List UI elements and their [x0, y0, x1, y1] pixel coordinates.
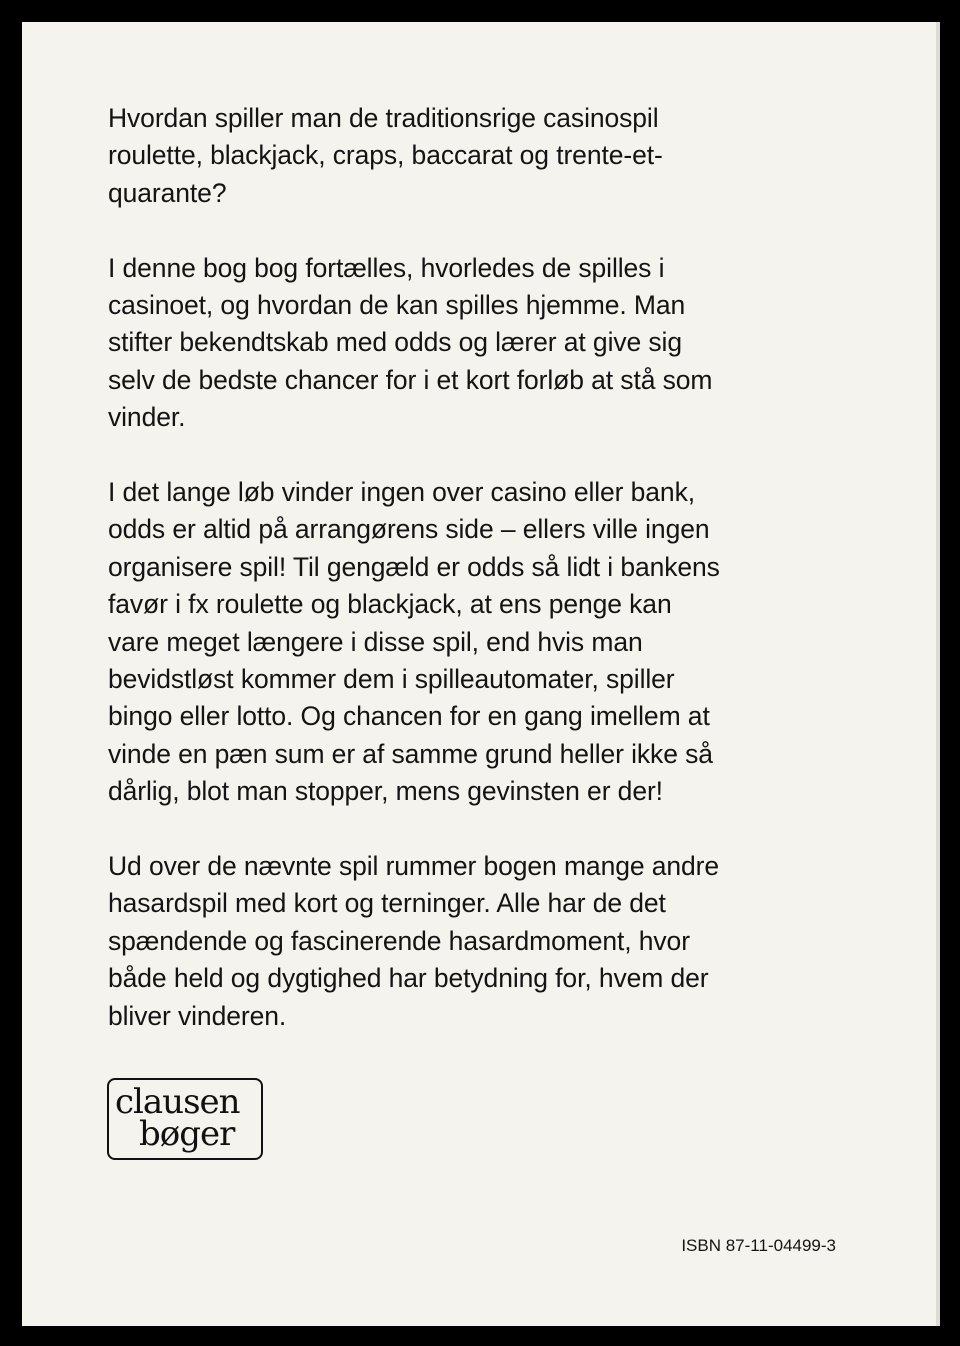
text-line: I det lange løb vinder ingen over casino eller bank,: [108, 477, 695, 508]
text-line: odds er altid på arrangørens side – ellers ville ingen: [108, 514, 710, 545]
text-line: vare meget længere i disse spil, end hvis man: [108, 626, 643, 657]
paragraph-2: [108, 250, 808, 437]
paragraph-4: [108, 848, 808, 1035]
text-line: dårlig, blot man stopper, mens gevinsten er der!: [108, 776, 663, 807]
text-line: roulette, blackjack, craps, baccarat og trente-et-: [108, 140, 663, 171]
back-cover: [22, 22, 940, 1326]
text-line: både held og dygtighed har betydning for, hvem der: [108, 963, 709, 994]
text-line: quarante?: [108, 177, 227, 208]
text-line: stifter bekendtskab med odds og lærer at give sig: [108, 327, 682, 358]
publisher-logo: [107, 1078, 263, 1160]
text-line: vinder.: [108, 402, 186, 433]
text-line: hasardspil med kort og terninger. Alle har de det: [108, 888, 666, 919]
text-line: Hvordan spiller man de traditionsrige casinospil: [108, 103, 659, 133]
text-line: vinde en pæn sum er af samme grund heller ikke så: [108, 738, 713, 769]
paragraph-1: [108, 100, 808, 212]
text-line: selv de bedste chancer for i et kort forløb at stå som: [108, 364, 713, 395]
text-line: bingo eller lotto. Og chancen for en gang imellem at: [108, 701, 710, 732]
logo-line-clausen: clausen: [115, 1082, 240, 1122]
logo-line-boger: bøger: [139, 1114, 235, 1154]
text-line: organisere spil! Til gengæld er odds så lidt i bankens: [108, 551, 720, 582]
blurb-text: [108, 100, 808, 1073]
text-line: Ud over de nævnte spil rummer bogen mange andre: [108, 851, 720, 882]
text-line: I denne bog bog fortælles, hvorledes de spilles i: [108, 252, 665, 283]
text-line: casinoet, og hvordan de kan spilles hjemme. Man: [108, 290, 686, 321]
text-line: spændende og fascinerende hasardmoment, hvor: [108, 925, 690, 956]
paragraph-3: [108, 474, 808, 811]
text-line: bliver vinderen.: [108, 1000, 287, 1031]
text-line: favør i fx roulette og blackjack, at ens penge kan: [108, 589, 672, 620]
cover-edge: [936, 22, 940, 1326]
text-line: bevidstløst kommer dem i spilleautomater, spiller: [108, 664, 675, 695]
isbn-number: ISBN 87-11-04499-3: [681, 1236, 836, 1255]
